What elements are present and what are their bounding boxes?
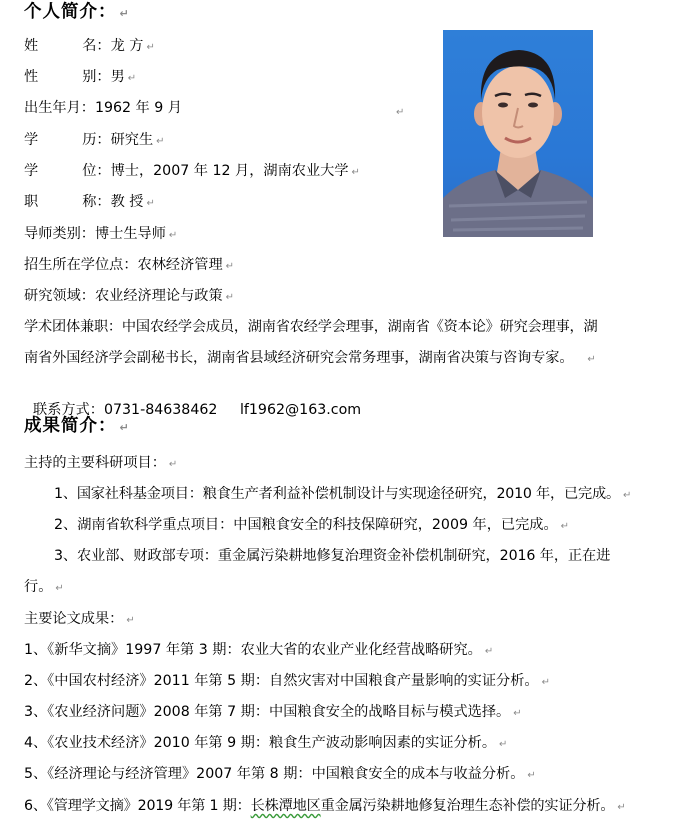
birth-row: 出生年月：1962 年 9 月 <box>24 100 182 116</box>
title-row: 职 称：教 授 ↵ <box>24 194 155 210</box>
degree-value: 博士，2007 年 12 月，湖南农业大学 <box>110 163 349 179</box>
supervisor-row: 导师类别：博士生导师 ↵ <box>24 226 178 242</box>
project-item: 3、农业部、财政部专项：重金属污染耕地修复治理资金补偿机制研究，2016 年，正在进 <box>54 548 611 564</box>
contact-row: 联系方式：0731-84638462 lf1962@163.com <box>33 402 362 418</box>
portrait-illustration <box>443 30 593 237</box>
project-item: 2、湖南省软科学重点项目：中国粮食安全的科技保障研究，2009 年，已完成。 ↵ <box>54 517 570 533</box>
papers-title: 主要论文成果： ↵ <box>24 611 135 627</box>
paper-item: 4、《农业技术经济》2010 年第 9 期：粮食生产波动影响因素的实证分析。 ↵ <box>24 735 508 751</box>
name-row: 姓 名：龙 方 ↵ <box>24 38 155 54</box>
title-value: 教 授 <box>110 194 144 210</box>
paper-item: 3、《农业经济问题》2008 年第 7 期：中国粮食安全的战略目标与模式选择。 ↵ <box>24 704 522 720</box>
program-row: 招生所在学位点：农林经济管理 ↵ <box>24 257 235 273</box>
gender-row: 性 别：男 ↵ <box>24 69 137 85</box>
birth-row-mark: ↵ <box>396 107 405 118</box>
paper-item: 2、《中国农村经济》2011 年第 5 期：自然灾害对中国粮食产量影响的实证分析。 ↵ <box>24 673 550 689</box>
spellcheck-underline: 长株潭地区 <box>250 798 321 814</box>
profile-heading: 个人简介： ↵ <box>24 2 130 22</box>
affiliations-line-1: 学术团体兼职：中国农经学会成员，湖南省农经学会理事，湖南省《资本论》研究会理事，湖 <box>24 319 598 335</box>
paper-item: 5、《经济理论与经济管理》2007 年第 8 期：中国粮食安全的成本与收益分析。 ↵ <box>24 766 536 782</box>
education-value: 研究生 <box>110 132 154 148</box>
degree-row: 学 位：博士，2007 年 12 月，湖南农业大学 ↵ <box>24 163 360 179</box>
research-row: 研究领域：农业经济理论与政策 ↵ <box>24 288 235 304</box>
name-value: 龙 方 <box>110 38 144 54</box>
paper-item: 6、《管理学文摘》2019 年第 1 期：长株潭地区重金属污染耕地修复治理生态补偿的实证分析。 ↵ <box>24 798 626 814</box>
education-row: 学 历：研究生 ↵ <box>24 132 165 148</box>
paragraph-mark: ↵ <box>119 7 130 20</box>
paper-item: 1、《新华文摘》1997 年第 3 期：农业大省的农业产业化经营战略研究。 ↵ <box>24 642 494 658</box>
projects-title: 主持的主要科研项目： ↵ <box>24 455 178 471</box>
project-item-continuation: 行。 ↵ <box>24 579 64 595</box>
project-item: 1、国家社科基金项目：粮食生产者利益补偿机制设计与实现途径研究，2010 年，已完成。 ↵ <box>54 486 632 502</box>
portrait-photo <box>443 30 593 237</box>
affiliations-line-2: 南省外国经济学会副秘书长，湖南省县域经济研究会常务理事，湖南省决策与咨询专家。 ↵ <box>24 350 596 366</box>
gender-value: 男 <box>110 69 125 85</box>
achievements-heading: 成果简介： ↵ <box>24 416 130 436</box>
